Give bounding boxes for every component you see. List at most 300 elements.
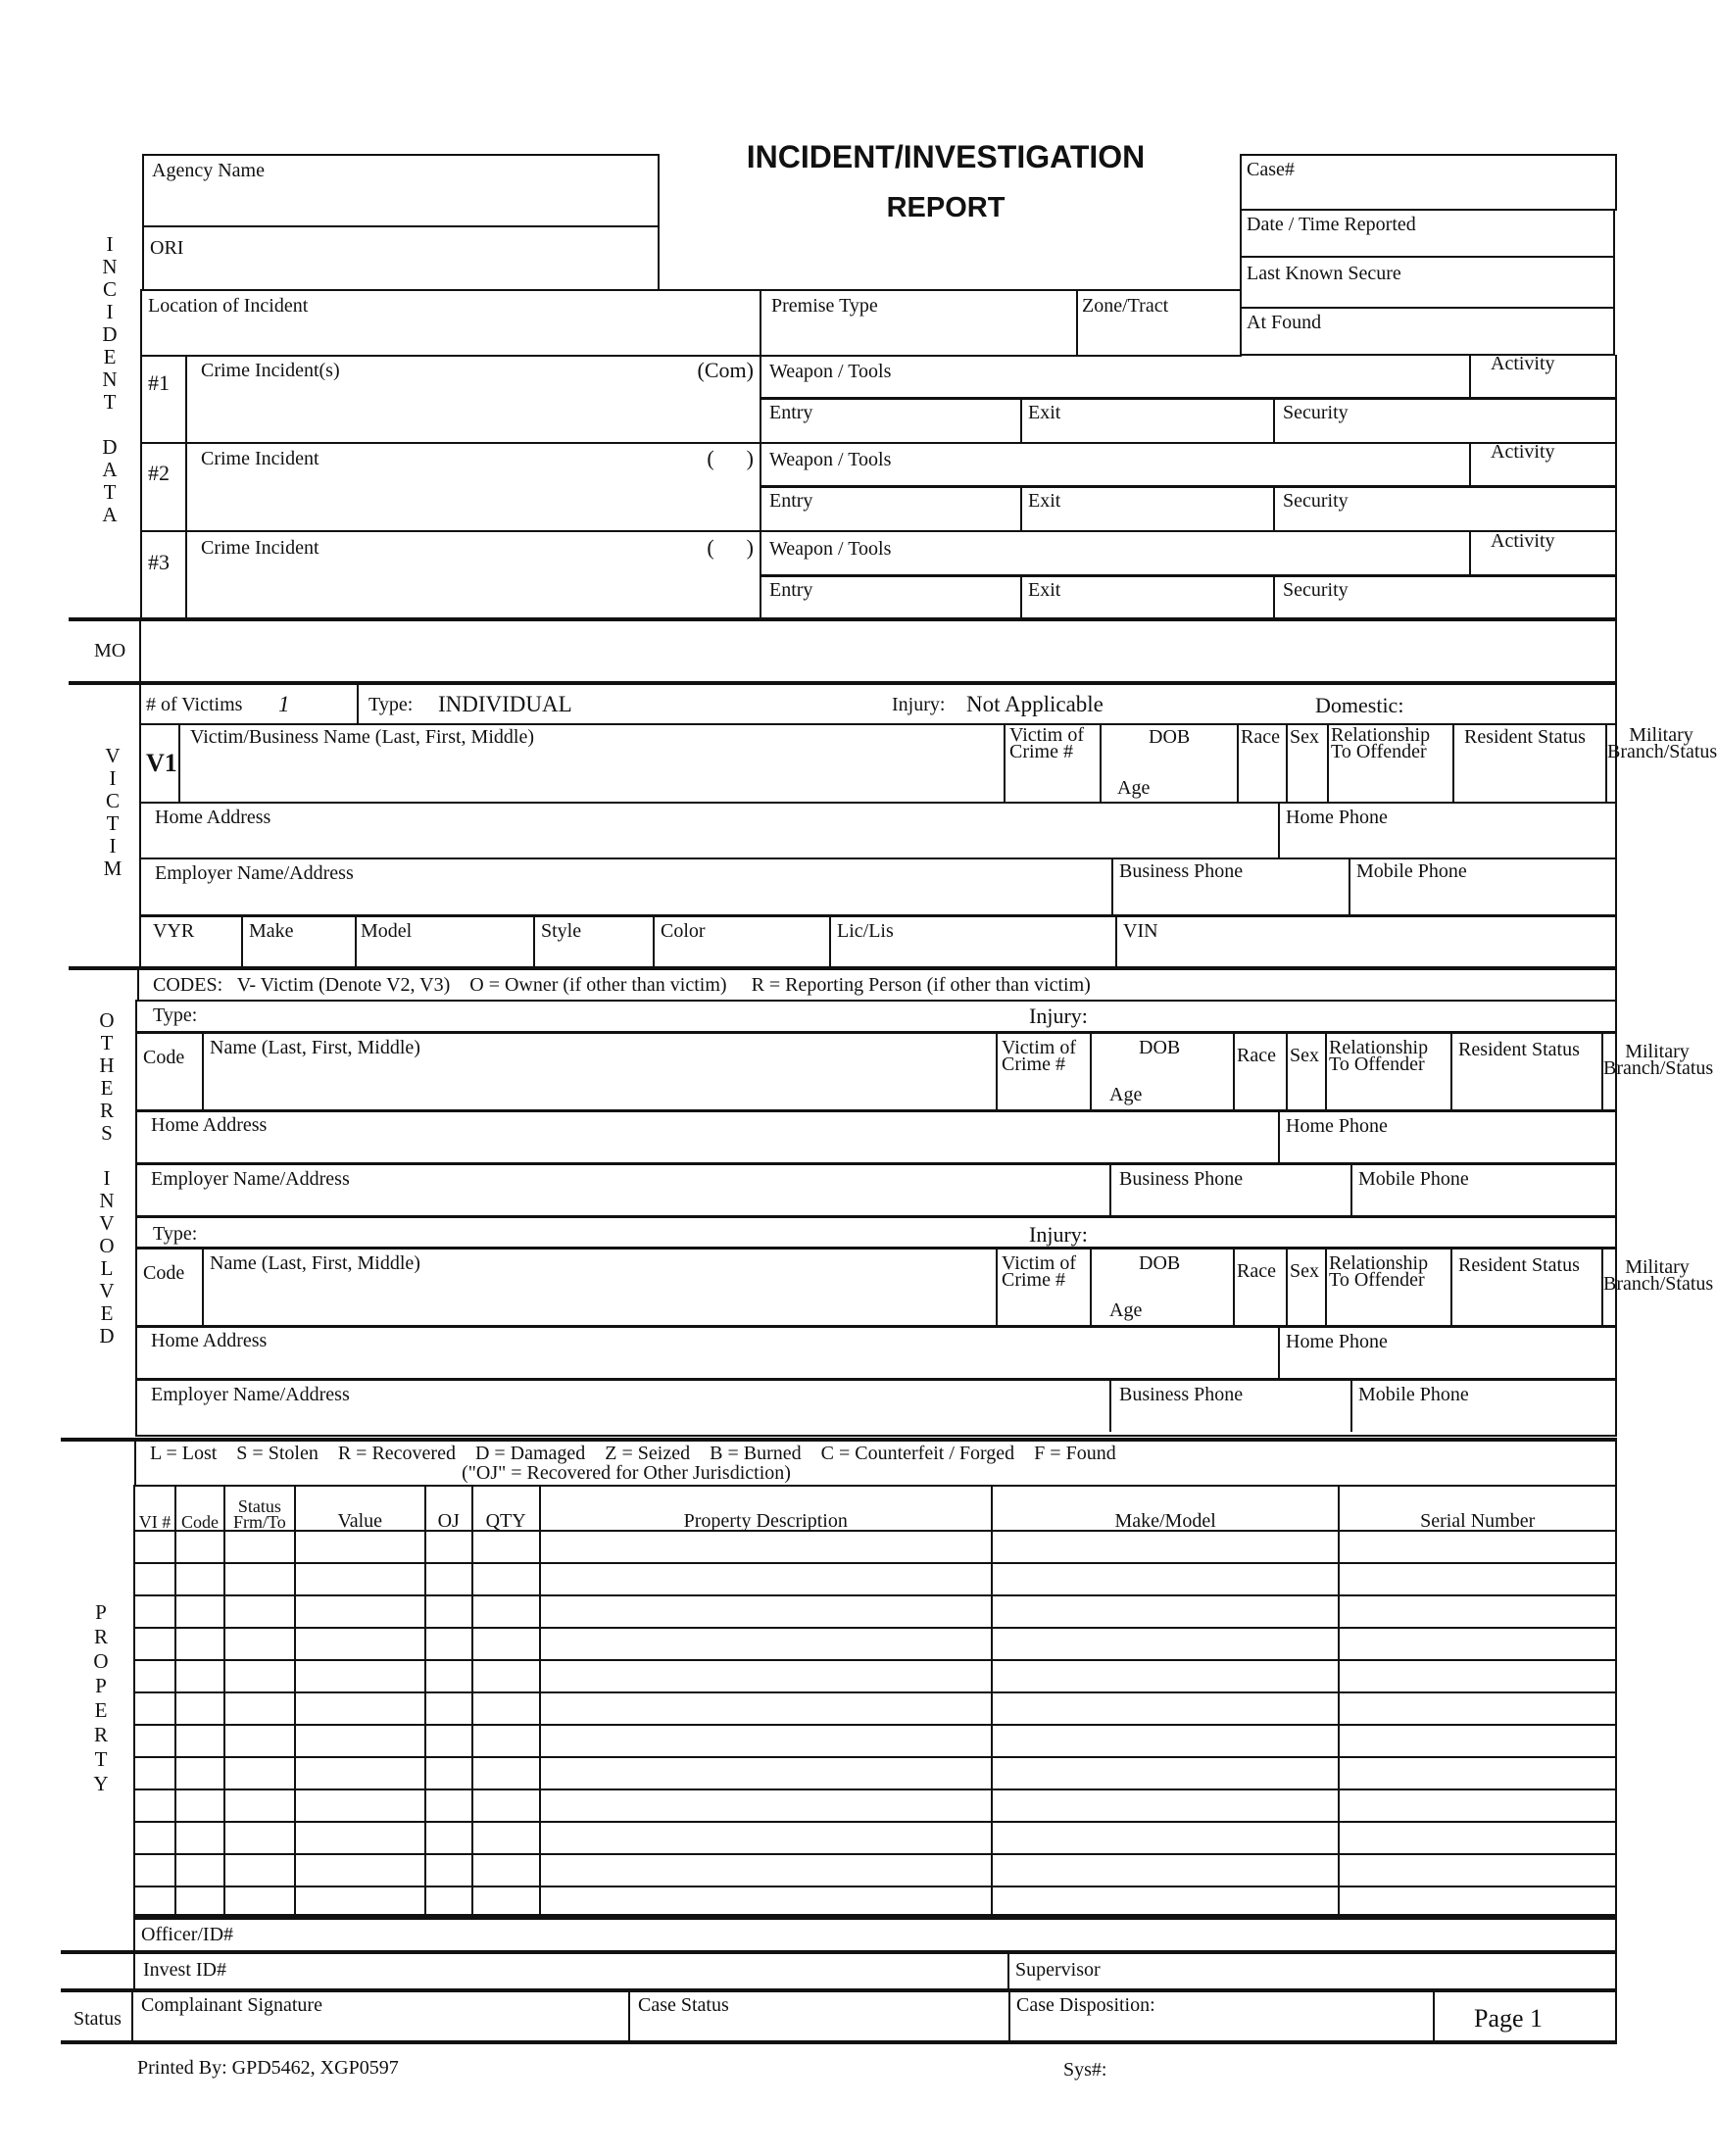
others-dob-label: DOB bbox=[1139, 1252, 1181, 1274]
entry-label: Entry bbox=[769, 490, 813, 512]
exit-field[interactable] bbox=[1022, 576, 1273, 619]
property-row bbox=[134, 1563, 1616, 1595]
property-cell[interactable] bbox=[175, 1822, 224, 1854]
others-sex-field[interactable] bbox=[1288, 1250, 1325, 1326]
others-side-letter: T bbox=[100, 1031, 114, 1054]
agency-name-field[interactable] bbox=[142, 154, 660, 227]
property-cell[interactable] bbox=[295, 1628, 425, 1660]
property-cell[interactable] bbox=[540, 1660, 992, 1692]
property-cell[interactable] bbox=[175, 1660, 224, 1692]
others-age-label: Age bbox=[1109, 1084, 1143, 1105]
property-cell[interactable] bbox=[175, 1757, 224, 1789]
entry-field[interactable] bbox=[761, 487, 1020, 530]
others-race-label: Race bbox=[1237, 1260, 1276, 1282]
others-victim-of-crime-label: Victim of Crime # bbox=[1002, 1252, 1077, 1291]
property-cell[interactable] bbox=[134, 1822, 175, 1854]
property-cell[interactable] bbox=[175, 1595, 224, 1628]
sys-number-label: Sys#: bbox=[1063, 2059, 1107, 2081]
property-cell[interactable] bbox=[224, 1757, 295, 1789]
victim-dob-field[interactable] bbox=[1102, 723, 1239, 802]
others-name-label: Name (Last, First, Middle) bbox=[210, 1252, 420, 1274]
at-found-field[interactable] bbox=[1240, 307, 1615, 356]
others-injury-field[interactable] bbox=[882, 1218, 1617, 1250]
vehicle-make-label: Make bbox=[249, 920, 294, 942]
property-cell[interactable] bbox=[175, 1692, 224, 1725]
exit-label: Exit bbox=[1028, 579, 1061, 601]
property-cell[interactable] bbox=[992, 1563, 1340, 1595]
property-cell[interactable] bbox=[992, 1725, 1340, 1757]
exit-field[interactable] bbox=[1022, 399, 1273, 442]
supervisor-label: Supervisor bbox=[1015, 1959, 1101, 1981]
property-cell[interactable] bbox=[224, 1854, 295, 1886]
victim-side-letter: T bbox=[106, 811, 120, 835]
others-sex-label: Sex bbox=[1290, 1045, 1319, 1066]
property-cell[interactable] bbox=[1339, 1595, 1616, 1628]
entry-label: Entry bbox=[769, 402, 813, 423]
others-employer-field[interactable] bbox=[137, 1165, 1109, 1216]
property-legend-line1: L = Lost S = Stolen R = Recovered D = Damaged Z = Seized B = Burned C = Counterfeit / Forged F = Found bbox=[150, 1443, 1116, 1464]
property-cell[interactable] bbox=[1339, 1854, 1616, 1886]
page-number-label: Page 1 bbox=[1474, 2004, 1544, 2033]
property-cell[interactable] bbox=[134, 1789, 175, 1822]
others-employer-field[interactable] bbox=[137, 1381, 1109, 1432]
property-cell[interactable] bbox=[425, 1789, 472, 1822]
entry-field[interactable] bbox=[761, 576, 1020, 619]
property-cell[interactable] bbox=[295, 1563, 425, 1595]
others-involved-side-label bbox=[92, 1009, 122, 1348]
incident-side-letter: N bbox=[102, 368, 118, 391]
property-row bbox=[134, 1692, 1616, 1725]
property-cell[interactable] bbox=[224, 1531, 295, 1563]
num-victims-value: 1 bbox=[278, 692, 290, 716]
others-victim-of-crime-field[interactable] bbox=[998, 1034, 1090, 1110]
security-label: Security bbox=[1283, 490, 1349, 512]
property-cell[interactable] bbox=[425, 1628, 472, 1660]
others-race-field[interactable] bbox=[1235, 1250, 1284, 1326]
others-side-letter: O bbox=[99, 1234, 115, 1257]
property-cell[interactable] bbox=[1339, 1757, 1616, 1789]
victim-resident-status-field[interactable] bbox=[1454, 723, 1606, 802]
incident-side-letter: N bbox=[102, 255, 118, 278]
others-type-field[interactable] bbox=[137, 1218, 882, 1250]
property-cell[interactable] bbox=[992, 1822, 1340, 1854]
property-cell[interactable] bbox=[295, 1757, 425, 1789]
property-cell[interactable] bbox=[224, 1692, 295, 1725]
property-cell[interactable] bbox=[425, 1563, 472, 1595]
crime-incident-row bbox=[140, 355, 1617, 444]
victim-relationship-field[interactable] bbox=[1329, 723, 1452, 802]
property-cell[interactable] bbox=[540, 1822, 992, 1854]
property-side-letter: R bbox=[93, 1625, 108, 1648]
weapon-tools-label: Weapon / Tools bbox=[769, 538, 892, 560]
crime-code: ( ) bbox=[707, 535, 754, 560]
property-column-header: Serial Number bbox=[1339, 1486, 1616, 1531]
property-cell[interactable] bbox=[992, 1595, 1340, 1628]
property-column-header: Code bbox=[175, 1486, 224, 1531]
others-sex-field[interactable] bbox=[1288, 1034, 1325, 1110]
property-side-letter: O bbox=[93, 1649, 109, 1673]
activity-field[interactable] bbox=[1471, 532, 1616, 574]
property-side-letter: P bbox=[95, 1600, 107, 1624]
property-cell[interactable] bbox=[992, 1854, 1340, 1886]
at-found-label: At Found bbox=[1247, 312, 1322, 333]
others-relationship-field[interactable] bbox=[1327, 1250, 1450, 1326]
vehicle-model-label: Model bbox=[361, 920, 413, 942]
others-resident-status-field[interactable] bbox=[1452, 1250, 1599, 1326]
date-time-reported-field[interactable] bbox=[1240, 209, 1615, 258]
property-cell[interactable] bbox=[472, 1854, 540, 1886]
property-cell[interactable] bbox=[134, 1531, 175, 1563]
ori-label: ORI bbox=[150, 237, 184, 259]
property-cell[interactable] bbox=[175, 1725, 224, 1757]
security-field[interactable] bbox=[1275, 576, 1616, 619]
victim-of-crime-field[interactable] bbox=[1006, 723, 1102, 802]
property-cell[interactable] bbox=[425, 1854, 472, 1886]
victim-home-address-field[interactable] bbox=[141, 802, 1278, 858]
crime-incident-field[interactable] bbox=[187, 443, 760, 530]
property-cell[interactable] bbox=[175, 1789, 224, 1822]
others-side-letter: H bbox=[99, 1054, 115, 1077]
page-number bbox=[1435, 1990, 1615, 2042]
others-victim-of-crime-field[interactable] bbox=[998, 1250, 1090, 1326]
victim-business-phone-label: Business Phone bbox=[1119, 860, 1244, 882]
property-cell[interactable] bbox=[175, 1531, 224, 1563]
premise-type-field[interactable] bbox=[760, 289, 1078, 357]
others-side-letter: L bbox=[100, 1256, 114, 1280]
others-home-phone-field[interactable] bbox=[1280, 1328, 1613, 1379]
invest-id-field[interactable] bbox=[135, 1952, 1007, 1989]
others-dob-label: DOB bbox=[1139, 1037, 1181, 1058]
case-number-field[interactable] bbox=[1240, 154, 1617, 211]
property-cell[interactable] bbox=[1339, 1563, 1616, 1595]
victim-name-label: Victim/Business Name (Last, First, Middle) bbox=[190, 726, 534, 748]
weapon-tools-field[interactable] bbox=[761, 355, 1469, 397]
others-side-letter: O bbox=[99, 1008, 115, 1032]
others-home-phone-label: Home Phone bbox=[1286, 1115, 1388, 1137]
property-cell[interactable] bbox=[472, 1531, 540, 1563]
property-side-letter: R bbox=[93, 1723, 108, 1746]
others-mobile-phone-field[interactable] bbox=[1352, 1165, 1613, 1216]
others-employer-label: Employer Name/Address bbox=[151, 1384, 350, 1405]
activity-field[interactable] bbox=[1471, 443, 1616, 485]
property-cell[interactable] bbox=[134, 1660, 175, 1692]
others-injury-label: Injury: bbox=[1029, 1004, 1088, 1028]
victim-sex-field[interactable] bbox=[1288, 723, 1327, 802]
property-cell[interactable] bbox=[472, 1628, 540, 1660]
property-cell[interactable] bbox=[175, 1628, 224, 1660]
others-side-letter: V bbox=[99, 1279, 115, 1302]
mo-field[interactable] bbox=[139, 619, 1617, 685]
property-cell[interactable] bbox=[472, 1692, 540, 1725]
property-cell[interactable] bbox=[134, 1628, 175, 1660]
victim-injury-value: Not Applicable bbox=[966, 692, 1104, 716]
property-cell[interactable] bbox=[295, 1531, 425, 1563]
property-row bbox=[134, 1725, 1616, 1757]
property-cell[interactable] bbox=[134, 1563, 175, 1595]
property-cell[interactable] bbox=[134, 1595, 175, 1628]
property-column-header: VI # bbox=[134, 1486, 175, 1531]
others-resident-status-label: Resident Status bbox=[1458, 1039, 1580, 1060]
vehicle-model-field[interactable] bbox=[357, 917, 533, 968]
others-type-field[interactable] bbox=[137, 1000, 882, 1031]
security-field[interactable] bbox=[1275, 399, 1616, 442]
property-cell[interactable] bbox=[134, 1757, 175, 1789]
others-business-phone-label: Business Phone bbox=[1119, 1168, 1244, 1190]
victim-business-phone-field[interactable] bbox=[1113, 858, 1349, 914]
mo-label: MO bbox=[94, 640, 126, 662]
others-dob-field[interactable] bbox=[1092, 1034, 1233, 1110]
domestic-label: Domestic: bbox=[1315, 693, 1404, 717]
property-cell[interactable] bbox=[992, 1531, 1340, 1563]
zone-tract-field[interactable] bbox=[1076, 289, 1242, 357]
property-cell[interactable] bbox=[472, 1725, 540, 1757]
property-table bbox=[133, 1485, 1617, 1920]
supervisor-field[interactable] bbox=[1009, 1952, 1617, 1989]
property-row bbox=[134, 1660, 1616, 1692]
others-employer-row bbox=[135, 1162, 1617, 1217]
others-code-field[interactable] bbox=[137, 1034, 202, 1110]
victim-name-field[interactable] bbox=[180, 723, 1004, 802]
vehicle-vin-field[interactable] bbox=[1117, 917, 1615, 968]
status-bottom-divider bbox=[61, 2040, 1617, 2044]
case-disposition-field[interactable] bbox=[1010, 1990, 1432, 2042]
vehicle-license-label: Lic/Lis bbox=[837, 920, 894, 942]
victim-home-row bbox=[139, 802, 1617, 859]
victim-sex-label: Sex bbox=[1290, 726, 1319, 748]
exit-field[interactable] bbox=[1022, 487, 1273, 530]
property-cell[interactable] bbox=[224, 1628, 295, 1660]
officer-id-field[interactable] bbox=[133, 1914, 1617, 1953]
others-military-label: Military Branch/Status bbox=[1603, 1256, 1714, 1295]
property-cell[interactable] bbox=[992, 1660, 1340, 1692]
vehicle-color-label: Color bbox=[661, 920, 706, 942]
property-cell[interactable] bbox=[992, 1757, 1340, 1789]
property-cell[interactable] bbox=[224, 1725, 295, 1757]
vehicle-color-field[interactable] bbox=[655, 917, 831, 968]
property-side-letter: P bbox=[95, 1674, 107, 1697]
others-military-label: Military Branch/Status bbox=[1603, 1041, 1714, 1079]
others-resident-status-field[interactable] bbox=[1452, 1034, 1599, 1110]
property-cell[interactable] bbox=[540, 1757, 992, 1789]
property-cell[interactable] bbox=[472, 1595, 540, 1628]
property-cell[interactable] bbox=[1339, 1660, 1616, 1692]
property-cell[interactable] bbox=[540, 1595, 992, 1628]
victim-age-label: Age bbox=[1117, 777, 1151, 799]
victim-resident-status-label: Resident Status bbox=[1464, 726, 1586, 748]
property-cell[interactable] bbox=[1339, 1692, 1616, 1725]
vehicle-year-label: VYR bbox=[153, 920, 195, 942]
victim-home-phone-label: Home Phone bbox=[1286, 807, 1388, 828]
property-cell[interactable] bbox=[540, 1531, 992, 1563]
property-cell[interactable] bbox=[472, 1789, 540, 1822]
property-cell[interactable] bbox=[134, 1725, 175, 1757]
property-cell[interactable] bbox=[224, 1595, 295, 1628]
others-side-letter: V bbox=[99, 1211, 115, 1235]
incident-side-letter: I bbox=[106, 300, 114, 323]
others-age-label: Age bbox=[1109, 1299, 1143, 1321]
property-row bbox=[134, 1789, 1616, 1822]
others-home-phone-field[interactable] bbox=[1280, 1112, 1613, 1163]
incident-side-letter: A bbox=[102, 458, 118, 481]
others-military-field[interactable] bbox=[1603, 1034, 1714, 1110]
crime-incident-label: Crime Incident bbox=[201, 448, 319, 469]
vehicle-year-field[interactable] bbox=[141, 917, 241, 968]
victim-military-field[interactable] bbox=[1607, 723, 1715, 802]
property-cell[interactable] bbox=[224, 1660, 295, 1692]
last-known-secure-field[interactable] bbox=[1240, 256, 1615, 309]
others-name-field[interactable] bbox=[204, 1034, 996, 1110]
location-of-incident-field[interactable] bbox=[140, 289, 761, 357]
others-mobile-phone-label: Mobile Phone bbox=[1358, 1384, 1469, 1405]
others-name-field[interactable] bbox=[204, 1250, 996, 1326]
status-row bbox=[131, 1990, 1617, 2042]
property-cell[interactable] bbox=[472, 1563, 540, 1595]
others-injury-field[interactable] bbox=[882, 1000, 1617, 1031]
others-codes-row bbox=[137, 968, 1617, 1002]
property-cell[interactable] bbox=[992, 1789, 1340, 1822]
property-cell[interactable] bbox=[472, 1660, 540, 1692]
property-cell[interactable] bbox=[224, 1789, 295, 1822]
vehicle-make-field[interactable] bbox=[243, 917, 353, 968]
property-cell[interactable] bbox=[992, 1692, 1340, 1725]
property-cell[interactable] bbox=[540, 1692, 992, 1725]
property-cell[interactable] bbox=[224, 1822, 295, 1854]
others-resident-status-label: Resident Status bbox=[1458, 1254, 1580, 1276]
crime-code: (Com) bbox=[697, 358, 754, 382]
property-cell[interactable] bbox=[1339, 1822, 1616, 1854]
others-type-row bbox=[135, 1000, 1617, 1033]
property-cell[interactable] bbox=[134, 1692, 175, 1725]
others-military-field[interactable] bbox=[1603, 1250, 1714, 1326]
property-cell[interactable] bbox=[224, 1563, 295, 1595]
complainant-signature-label: Complainant Signature bbox=[141, 1994, 322, 2016]
security-field[interactable] bbox=[1275, 487, 1616, 530]
others-employer-label: Employer Name/Address bbox=[151, 1168, 350, 1190]
case-status-field[interactable] bbox=[630, 1990, 1009, 2042]
property-cell[interactable] bbox=[1339, 1628, 1616, 1660]
property-cell[interactable] bbox=[425, 1725, 472, 1757]
complainant-signature-field[interactable] bbox=[133, 1990, 628, 2042]
activity-label: Activity bbox=[1491, 441, 1555, 463]
case-disposition-label: Case Disposition: bbox=[1016, 1994, 1155, 2016]
property-cell[interactable] bbox=[540, 1628, 992, 1660]
crime-incident-field[interactable] bbox=[187, 355, 760, 442]
activity-field[interactable] bbox=[1471, 355, 1616, 397]
incident-side-letter: T bbox=[103, 480, 117, 504]
victim-relationship-label: Relationship To Offender bbox=[1331, 724, 1431, 762]
status-side-label: Status bbox=[74, 2008, 122, 2030]
property-cell[interactable] bbox=[295, 1692, 425, 1725]
victim-race-field[interactable] bbox=[1239, 723, 1288, 802]
incident-side-letter: A bbox=[102, 503, 118, 526]
property-cell[interactable] bbox=[175, 1854, 224, 1886]
property-cell[interactable] bbox=[295, 1854, 425, 1886]
property-cell[interactable] bbox=[472, 1757, 540, 1789]
others-codes-text: CODES: V- Victim (Denote V2, V3) O = Owner (if other than victim) R = Reporting Person (if other than victim) bbox=[153, 974, 1091, 996]
weapon-tools-field[interactable] bbox=[761, 532, 1469, 574]
others-home-address-field[interactable] bbox=[137, 1112, 1278, 1163]
others-relationship-label: Relationship To Offender bbox=[1329, 1037, 1429, 1075]
others-code-field[interactable] bbox=[137, 1250, 202, 1326]
others-business-phone-field[interactable] bbox=[1111, 1165, 1350, 1216]
property-side-letter: Y bbox=[93, 1772, 109, 1795]
property-cell[interactable] bbox=[295, 1822, 425, 1854]
property-cell[interactable] bbox=[134, 1854, 175, 1886]
others-code-label: Code bbox=[143, 1047, 185, 1068]
victim-home-phone-field[interactable] bbox=[1280, 802, 1613, 858]
property-cell[interactable] bbox=[1339, 1789, 1616, 1822]
crime-incident-label: Crime Incident(s) bbox=[201, 360, 340, 381]
property-cell[interactable] bbox=[295, 1789, 425, 1822]
weapon-tools-label: Weapon / Tools bbox=[769, 361, 892, 382]
property-cell[interactable] bbox=[295, 1725, 425, 1757]
officer-id-label: Officer/ID# bbox=[141, 1924, 234, 1945]
property-cell[interactable] bbox=[175, 1563, 224, 1595]
others-race-field[interactable] bbox=[1235, 1034, 1284, 1110]
case-status-label: Case Status bbox=[638, 1994, 729, 2016]
entry-label: Entry bbox=[769, 579, 813, 601]
property-cell[interactable] bbox=[425, 1595, 472, 1628]
victim-home-address-label: Home Address bbox=[155, 807, 271, 828]
property-cell[interactable] bbox=[425, 1531, 472, 1563]
property-cell[interactable] bbox=[425, 1822, 472, 1854]
invest-row bbox=[133, 1952, 1617, 1991]
incident-side-letter: T bbox=[103, 390, 117, 414]
property-cell[interactable] bbox=[472, 1822, 540, 1854]
entry-field[interactable] bbox=[761, 399, 1020, 442]
property-cell[interactable] bbox=[1339, 1725, 1616, 1757]
weapon-tools-field[interactable] bbox=[761, 443, 1469, 485]
victim-side-letter: M bbox=[103, 857, 123, 880]
vehicle-license-field[interactable] bbox=[831, 917, 1115, 968]
incident-side-letter bbox=[95, 414, 124, 436]
victim-vehicle-row bbox=[139, 914, 1617, 970]
others-sex-label: Sex bbox=[1290, 1260, 1319, 1282]
others-relationship-field[interactable] bbox=[1327, 1034, 1450, 1110]
others-side-letter: S bbox=[101, 1121, 113, 1145]
victim-mobile-phone-field[interactable] bbox=[1350, 858, 1615, 914]
vehicle-vin-label: VIN bbox=[1123, 920, 1158, 942]
property-cell[interactable] bbox=[540, 1563, 992, 1595]
vehicle-style-label: Style bbox=[541, 920, 582, 942]
others-business-phone-field[interactable] bbox=[1111, 1381, 1350, 1432]
others-dob-field[interactable] bbox=[1092, 1250, 1233, 1326]
property-cell[interactable] bbox=[540, 1854, 992, 1886]
victim-type-label: Type: bbox=[368, 694, 414, 715]
others-type-row bbox=[135, 1215, 1617, 1249]
property-cell[interactable] bbox=[425, 1660, 472, 1692]
property-cell[interactable] bbox=[425, 1692, 472, 1725]
agency-name-label: Agency Name bbox=[152, 160, 265, 181]
crime-incident-field[interactable] bbox=[187, 532, 760, 619]
property-cell[interactable] bbox=[992, 1628, 1340, 1660]
property-cell[interactable] bbox=[1339, 1531, 1616, 1563]
property-cell[interactable] bbox=[425, 1757, 472, 1789]
property-side-letter: T bbox=[94, 1747, 108, 1771]
others-mobile-phone-field[interactable] bbox=[1352, 1381, 1613, 1432]
others-side-letter: D bbox=[99, 1324, 115, 1348]
others-home-address-field[interactable] bbox=[137, 1328, 1278, 1379]
others-employer-row bbox=[135, 1378, 1617, 1437]
vehicle-style-field[interactable] bbox=[535, 917, 655, 968]
property-cell[interactable] bbox=[295, 1660, 425, 1692]
ori-field[interactable] bbox=[142, 225, 660, 291]
others-side-letter: R bbox=[99, 1099, 114, 1122]
property-cell[interactable] bbox=[540, 1789, 992, 1822]
victim-employer-field[interactable] bbox=[141, 858, 1111, 914]
property-cell[interactable] bbox=[295, 1595, 425, 1628]
property-cell[interactable] bbox=[540, 1725, 992, 1757]
